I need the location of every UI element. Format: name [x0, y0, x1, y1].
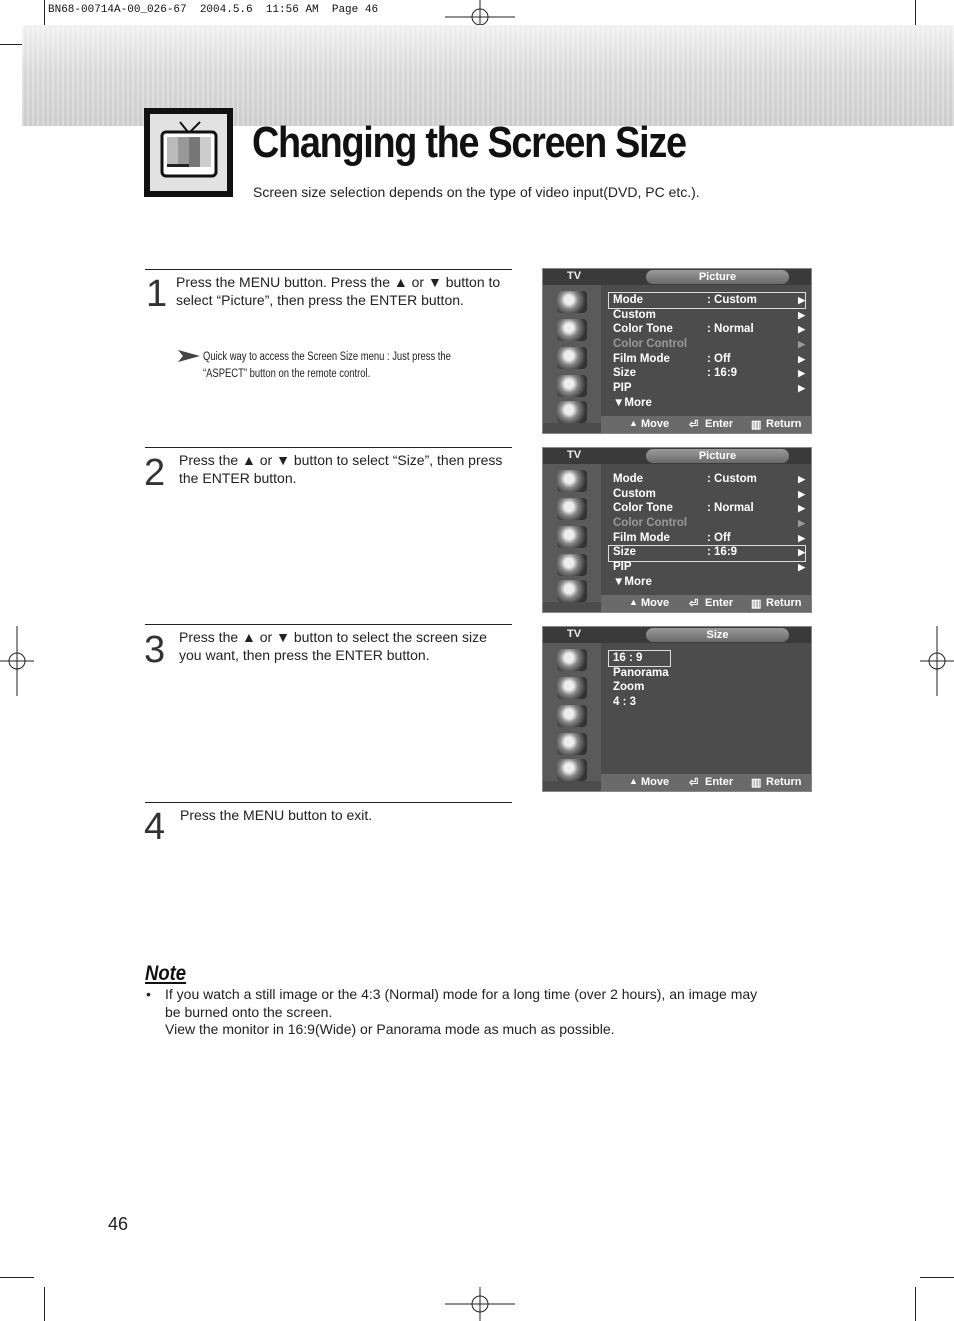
tv-icon	[150, 114, 227, 191]
osd-size-option[interactable]: Panorama	[613, 666, 669, 679]
return-icon: ▥	[751, 777, 762, 789]
crop-mark	[915, 1287, 916, 1321]
osd-menu-item[interactable]: Mode : Custom ▶	[613, 473, 805, 485]
return-icon: ▥	[751, 598, 762, 610]
arrow-bullet-icon	[178, 350, 200, 362]
osd-menu-item[interactable]: Mode : Custom ▶	[613, 294, 805, 306]
registration-mark-icon	[445, 1287, 515, 1321]
setup-icon	[557, 759, 587, 781]
osd-menu-item[interactable]: Color Tone : Normal ▶	[613, 323, 805, 336]
osd-menu-item[interactable]: Film Mode : Off ▶	[613, 352, 805, 365]
step-number: 3	[144, 629, 166, 671]
step-text: Press the MENU button to exit.	[180, 807, 373, 823]
osd-source-label: TV	[567, 270, 582, 282]
osd-sidebar	[543, 643, 601, 781]
page-number: 46	[108, 1214, 129, 1234]
osd-move-label: Move	[641, 776, 670, 788]
osd-menu-item[interactable]: Color Tone : Normal ▶	[613, 502, 805, 515]
osd-return-label: Return	[766, 776, 802, 788]
satellite-icon	[557, 649, 587, 671]
osd-menu-item[interactable]: Film Mode : Off ▶	[613, 531, 805, 544]
step-text: Press the ▲ or ▼ button to select the screen size you want, then press the ENTER button.	[179, 629, 487, 663]
osd-return-label: Return	[766, 418, 802, 430]
osd-footer	[601, 774, 811, 791]
osd-return-label: Return	[766, 597, 802, 609]
osd-menu-item[interactable]: Custom ▶	[613, 487, 805, 500]
bullet-icon: •	[146, 986, 151, 1002]
osd-source-label: TV	[567, 449, 582, 461]
print-header: BN68-00714A-00_026-67 2004.5.6 11:56 AM Page 46	[48, 4, 379, 16]
step-number: 4	[144, 806, 166, 848]
channel-icon	[557, 375, 587, 397]
step-number: 1	[146, 273, 168, 315]
move-icon: ▲	[629, 597, 638, 607]
step-text: Press the MENU button. Press the ▲ or ▼ button to select “Picture”, then press the ENTER button.	[176, 274, 501, 308]
return-icon: ▥	[751, 419, 762, 431]
note-line: View the monitor in 16:9(Wide) or Panorama mode as much as possible.	[165, 1021, 615, 1037]
osd-size-option[interactable]: Zoom	[613, 681, 645, 694]
setup-icon	[557, 401, 587, 423]
osd-menu-item-disabled: Color Control ▶	[613, 517, 805, 530]
enter-icon: ⏎	[689, 598, 699, 610]
osd-menu-title: Picture	[646, 270, 789, 284]
osd-enter-label: Enter	[705, 597, 734, 609]
registration-mark-icon	[0, 626, 34, 696]
channel-icon	[557, 733, 587, 755]
osd-enter-label: Enter	[705, 776, 734, 788]
osd-menu-item[interactable]: ▼More	[613, 575, 652, 588]
osd-sidebar	[543, 285, 601, 423]
note-line: be burned onto the screen.	[165, 1003, 333, 1020]
note-body	[146, 986, 806, 1039]
osd-size-option[interactable]: 4 : 3	[613, 696, 637, 709]
osd-source-label: TV	[567, 628, 582, 640]
registration-mark-icon	[920, 626, 954, 696]
move-icon: ▲	[629, 776, 638, 786]
crop-mark	[0, 1277, 34, 1278]
osd-menu-item[interactable]: PIP ▶	[613, 561, 805, 574]
satellite-icon	[557, 291, 587, 313]
enter-icon: ⏎	[689, 419, 699, 431]
crop-mark	[44, 1287, 45, 1321]
page-subtitle: Screen size selection depends on the type of video input(DVD, PC etc.).	[253, 184, 700, 200]
osd-footer	[601, 416, 811, 433]
osd-menu-item[interactable]: Custom ▶	[613, 308, 805, 321]
satellite-icon	[557, 470, 587, 492]
osd-menu-title: Size	[646, 628, 789, 642]
osd-menu-item[interactable]: PIP ▶	[613, 382, 805, 395]
move-icon: ▲	[629, 418, 638, 428]
osd-menu-item[interactable]: ▼More	[613, 396, 652, 409]
sound-icon	[557, 526, 587, 548]
note-heading: Note	[145, 962, 187, 985]
channel-icon	[557, 554, 587, 576]
step-divider	[145, 802, 512, 803]
osd-size-menu	[542, 626, 812, 792]
osd-menu-title: Picture	[646, 449, 789, 463]
osd-sidebar	[543, 464, 601, 602]
osd-enter-label: Enter	[705, 418, 734, 430]
osd-menu-list	[613, 472, 805, 590]
step-number: 2	[144, 452, 166, 494]
osd-move-label: Move	[641, 597, 670, 609]
crop-mark	[920, 1277, 954, 1278]
note-line: If you watch a still image or the 4:3 (Normal) mode for a long time (over 2 hours), an image may	[165, 986, 758, 1002]
osd-menu-item[interactable]: Size : 16:9 ▶	[613, 367, 805, 380]
osd-menu-item-disabled: Color Control ▶	[613, 338, 805, 351]
osd-menu-list	[613, 651, 805, 710]
page-title: Changing the Screen Size	[252, 118, 686, 167]
osd-menu-list	[613, 293, 805, 411]
step-divider	[145, 624, 512, 625]
picture-icon	[557, 498, 587, 520]
osd-size-option[interactable]: 16 : 9	[613, 652, 643, 664]
osd-picture-menu	[542, 447, 812, 613]
osd-menu-item[interactable]: Size : 16:9 ▶	[613, 546, 805, 559]
setup-icon	[557, 580, 587, 602]
sound-icon	[557, 705, 587, 727]
picture-icon	[557, 677, 587, 699]
step-divider	[145, 447, 512, 448]
step-tip: Quick way to access the Screen Size menu : Just press the “ASPECT” button on the remote control.	[203, 351, 451, 380]
osd-picture-menu	[542, 268, 812, 434]
sound-icon	[557, 347, 587, 369]
picture-icon	[557, 319, 587, 341]
step-divider	[145, 269, 512, 270]
osd-move-label: Move	[641, 418, 670, 430]
osd-footer	[601, 595, 811, 612]
enter-icon: ⏎	[689, 777, 699, 789]
step-text: Press the ▲ or ▼ button to select “Size”, then press the ENTER button.	[179, 452, 503, 486]
